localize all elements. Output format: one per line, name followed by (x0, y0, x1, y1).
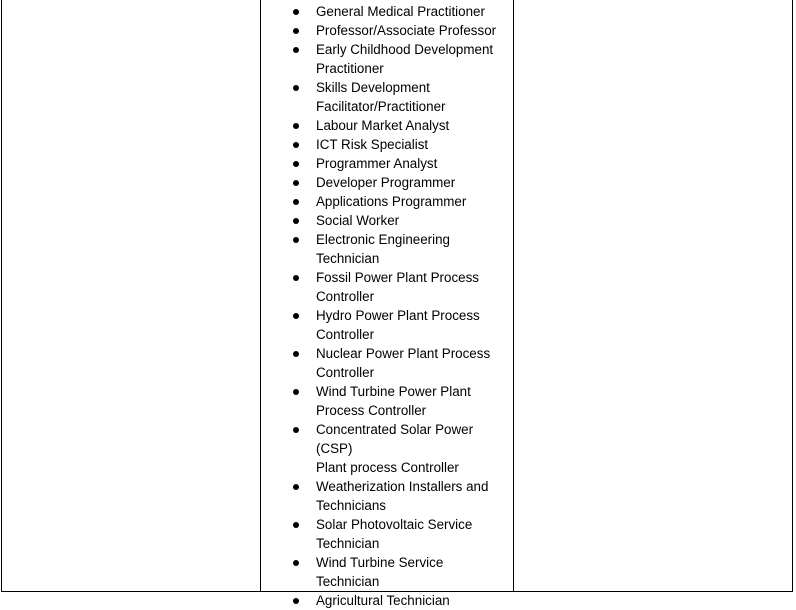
column-divider-right (513, 0, 514, 591)
bullet-icon (293, 560, 299, 566)
list-item-text: Developer Programmer (316, 175, 456, 190)
column-divider-left (260, 0, 261, 591)
list-item (262, 268, 513, 306)
list-item-text: General Medical Practitioner (316, 4, 485, 19)
list-item (262, 2, 513, 21)
bullet-icon (293, 484, 299, 490)
list-item-text: Skills Development (316, 80, 430, 95)
list-item-text: Technicians (316, 498, 386, 513)
list-item (262, 192, 513, 211)
list-item (262, 21, 513, 40)
list-item-text: Technician (316, 574, 380, 589)
list-item-text: Practitioner (316, 61, 384, 76)
list-item (262, 230, 513, 268)
list-item-text: Labour Market Analyst (316, 118, 450, 133)
bullet-icon (293, 313, 299, 319)
list-item (262, 40, 513, 78)
list-item-text: ICT Risk Specialist (316, 137, 429, 152)
list-item-text: Concentrated Solar Power (CSP) (316, 422, 474, 456)
list-item (262, 515, 513, 553)
list-item-text: Solar Photovoltaic Service (316, 517, 473, 532)
list-item-text: Weatherization Installers and (316, 479, 489, 494)
list-item-text: Wind Turbine Power Plant (316, 384, 471, 399)
list-item-text: Controller (316, 327, 375, 342)
list-item (262, 135, 513, 154)
list-item (262, 78, 513, 116)
list-item-text: Agricultural Technician (316, 593, 450, 608)
bullet-icon (293, 199, 299, 205)
list-item-text: Early Childhood Development (316, 42, 494, 57)
bullet-icon (293, 218, 299, 224)
list-item-text: Plant process Controller (316, 460, 459, 475)
bullet-icon (293, 427, 299, 433)
list-item (262, 382, 513, 420)
list-item-text: Hydro Power Plant Process (316, 308, 480, 323)
bullet-icon (293, 85, 299, 91)
occupation-bullet-list (262, 2, 513, 610)
list-item-text: Controller (316, 289, 375, 304)
bullet-icon (293, 9, 299, 15)
list-item-text: Programmer Analyst (316, 156, 438, 171)
list-item (262, 306, 513, 344)
list-item-text: Controller (316, 365, 375, 380)
bullet-icon (293, 47, 299, 53)
list-item-text: Professor/Associate Professor (316, 23, 497, 38)
bullet-icon (293, 351, 299, 357)
bullet-icon (293, 389, 299, 395)
bullet-icon (293, 142, 299, 148)
list-item (262, 477, 513, 515)
bullet-icon (293, 123, 299, 129)
list-item (262, 116, 513, 135)
list-item-text: Nuclear Power Plant Process (316, 346, 491, 361)
list-item-text: Social Worker (316, 213, 400, 228)
list-item-text: Process Controller (316, 403, 427, 418)
bullet-icon (293, 598, 299, 604)
list-item (262, 173, 513, 192)
bullet-icon (293, 275, 299, 281)
bullet-icon (293, 522, 299, 528)
list-item-text: Facilitator/Practitioner (316, 99, 446, 114)
list-item (262, 344, 513, 382)
list-item (262, 553, 513, 591)
list-item (262, 420, 513, 477)
list-item-text: Fossil Power Plant Process (316, 270, 479, 285)
bullet-icon (293, 161, 299, 167)
bullet-icon (293, 237, 299, 243)
list-item (262, 211, 513, 230)
list-item-text: Electronic Engineering (316, 232, 450, 247)
list-item-text: Technician (316, 536, 380, 551)
list-item (262, 154, 513, 173)
list-item (262, 591, 513, 610)
bullet-icon (293, 180, 299, 186)
table-cell-middle (262, 2, 513, 610)
bullet-icon (293, 28, 299, 34)
list-item-text: Applications Programmer (316, 194, 467, 209)
list-item-text: Technician (316, 251, 380, 266)
occupation-table (1, 0, 793, 608)
list-item-text: Wind Turbine Service (316, 555, 444, 570)
